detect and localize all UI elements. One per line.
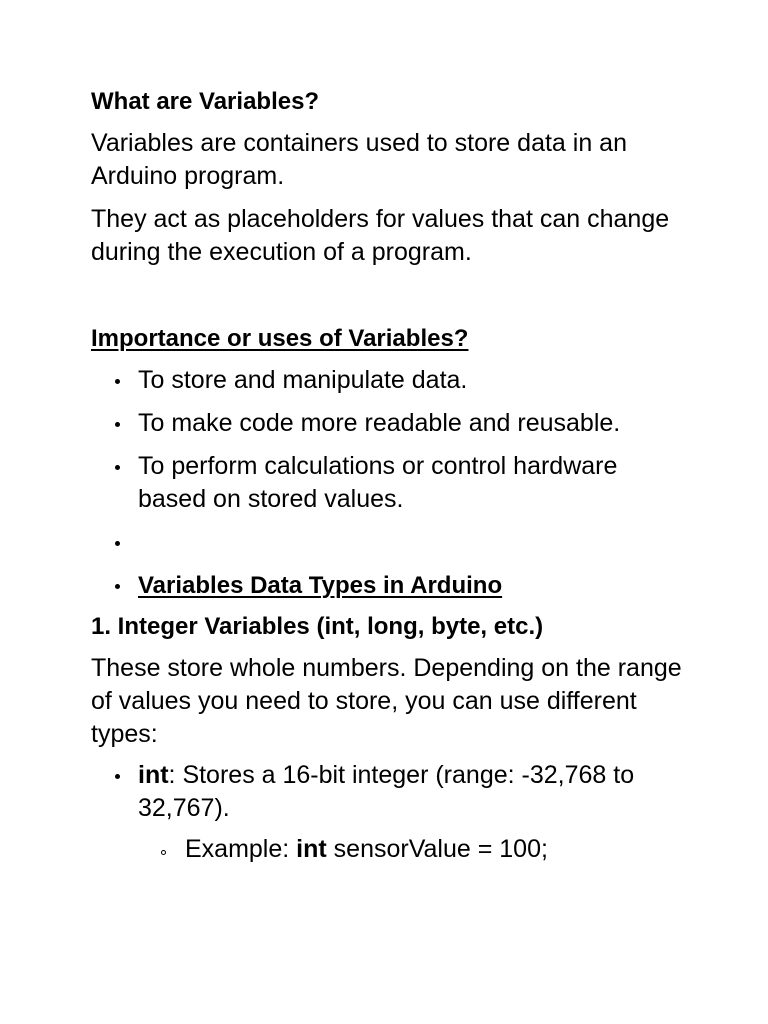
heading-what-are-variables: What are Variables? (91, 88, 320, 115)
list-item-data-types-heading (91, 569, 688, 602)
paragraph-variables-definition: Variables are containers used to store data in an Arduino program. (91, 129, 627, 190)
int-example-list (91, 833, 688, 866)
bullet-icon (115, 422, 120, 427)
paragraph-placeholders: They act as placeholders for values that can change during the execution of a program. (91, 205, 670, 266)
heading-integer-variables: 1. Integer Variables (int, long, byte, etc.) (91, 613, 544, 640)
list-item (91, 407, 688, 440)
list-item-example (91, 833, 688, 866)
list-item (91, 364, 688, 397)
hollow-bullet-icon (161, 850, 166, 855)
term-int: int (138, 761, 169, 789)
paragraph-whole-numbers: These store whole numbers. Depending on the range of values you need to store, you can use different types: (91, 654, 682, 748)
list-item-text: To make code more readable and reusable. (138, 409, 621, 437)
importance-list (91, 364, 688, 602)
example-keyword: int (296, 835, 327, 863)
list-item-text: Variables Data Types in Arduino (138, 572, 503, 599)
example-prefix: Example: (185, 835, 297, 863)
list-item (91, 450, 688, 516)
example-code: sensorValue = 100; (326, 835, 548, 863)
bullet-icon (115, 541, 120, 546)
bullet-icon (115, 379, 120, 384)
bullet-icon (115, 584, 120, 589)
list-item-text: To perform calculations or control hardware based on stored values. (138, 452, 618, 513)
list-item-empty (91, 526, 688, 559)
int-description: : Stores a 16-bit integer (range: -32,768 to 32,767). (138, 761, 635, 822)
list-item-int (91, 759, 688, 825)
integer-types-list (91, 759, 688, 825)
bullet-icon (115, 465, 120, 470)
heading-importance-of-variables: Importance or uses of Variables? (91, 325, 469, 352)
bullet-icon (115, 774, 120, 779)
list-item-text: To store and manipulate data. (138, 366, 468, 394)
